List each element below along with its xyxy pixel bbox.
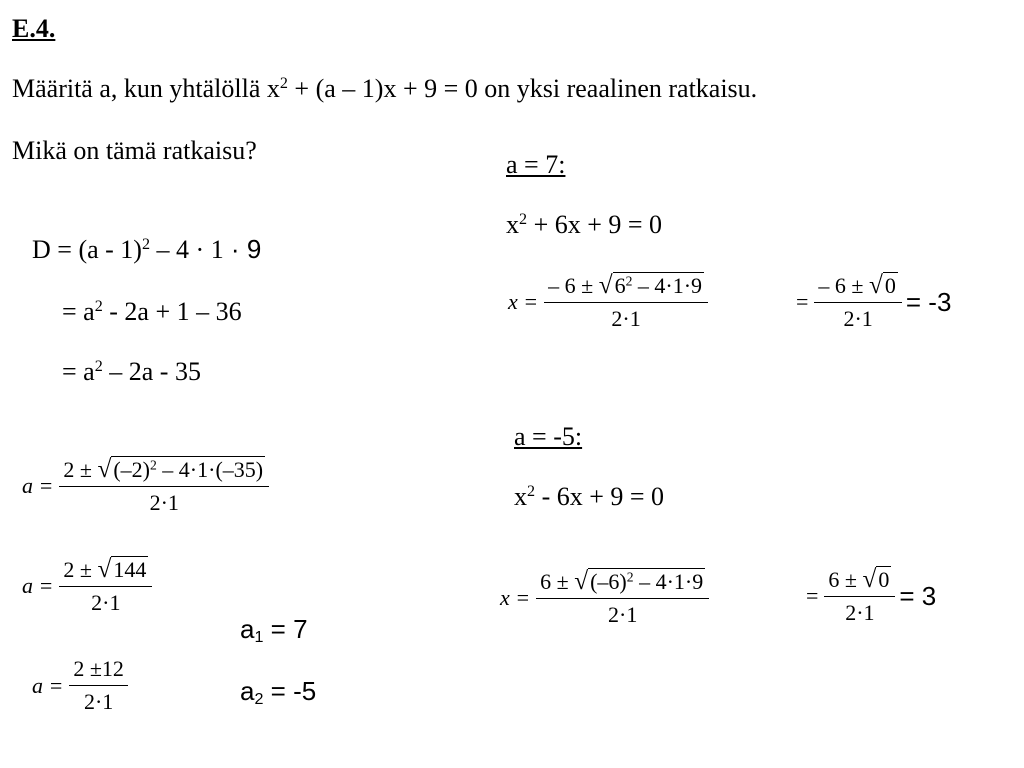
case1-heading: a = 7: xyxy=(506,150,566,179)
discriminant-line-1: D = (a - 1)$^2$ – 4 · 1 · 9 xyxy=(32,234,262,264)
case1-simplified-formula: = – 6 ± √ 0 2·1 = -3 xyxy=(796,271,952,331)
case2-quadratic-formula: x = 6 ± √ $(-6)^2 - 4\cdot 1\cdot 9$ 2·1 xyxy=(500,568,709,628)
sqrt-symbol: √ $6^2 - 4\cdot 1\cdot 9$ xyxy=(598,271,703,299)
case2-result: = 3 xyxy=(899,580,937,611)
sqrt-symbol: √ 0 xyxy=(869,271,896,299)
case1-quadratic-formula: x = – 6 ± √ $6^2 - 4\cdot 1\cdot 9$ 2·1 xyxy=(508,272,708,332)
a1-result: $a_1 = 7$ xyxy=(240,614,308,647)
sqrt-symbol: √ 144 xyxy=(97,555,147,583)
discriminant-line-3: = $a^2 - 2a - 35$ xyxy=(62,357,201,386)
case2-simplified-formula: = 6 ± √ 0 2·1 = 3 xyxy=(806,565,937,625)
a-formula-1: a = 2 ± √ $(-2)^2 - 4\cdot 1\cdot(-35)$ 2·1 xyxy=(22,456,269,516)
case1-result: = -3 xyxy=(905,286,952,317)
a-formula-2: a = 2 ± √ 144 2·1 xyxy=(22,556,152,616)
problem-question: Mikä on tämä ratkaisu? xyxy=(12,136,257,165)
case2-heading: a = -5: xyxy=(514,422,583,451)
case1-equation: $x^2 + 6x + 9 = 0$ xyxy=(506,210,663,239)
sqrt-symbol: √ $(-2)^2 - 4\cdot 1\cdot(-35)$ xyxy=(97,455,264,483)
a-formula-3: a = $\frac{2 \pm 12}{2\cdot 1}$ xyxy=(32,656,128,715)
sqrt-symbol: √ $(-6)^2 - 4\cdot 1\cdot 9$ xyxy=(574,567,704,595)
exercise-title: E.4. xyxy=(12,14,56,43)
case2-equation: $x^2 - 6x + 9 = 0$ xyxy=(514,482,665,511)
a2-result: $a_2 = -5$ xyxy=(240,676,317,709)
discriminant-line-2: = $a^2 - 2a + 1 - 36$ xyxy=(62,297,242,326)
problem-statement: Määritä a, kun yhtälöllä $x^2 + (a - 1)x + 9 = 0$ on yksi reaalinen ratkaisu. xyxy=(12,74,758,103)
sqrt-symbol: √ 0 xyxy=(862,565,890,593)
